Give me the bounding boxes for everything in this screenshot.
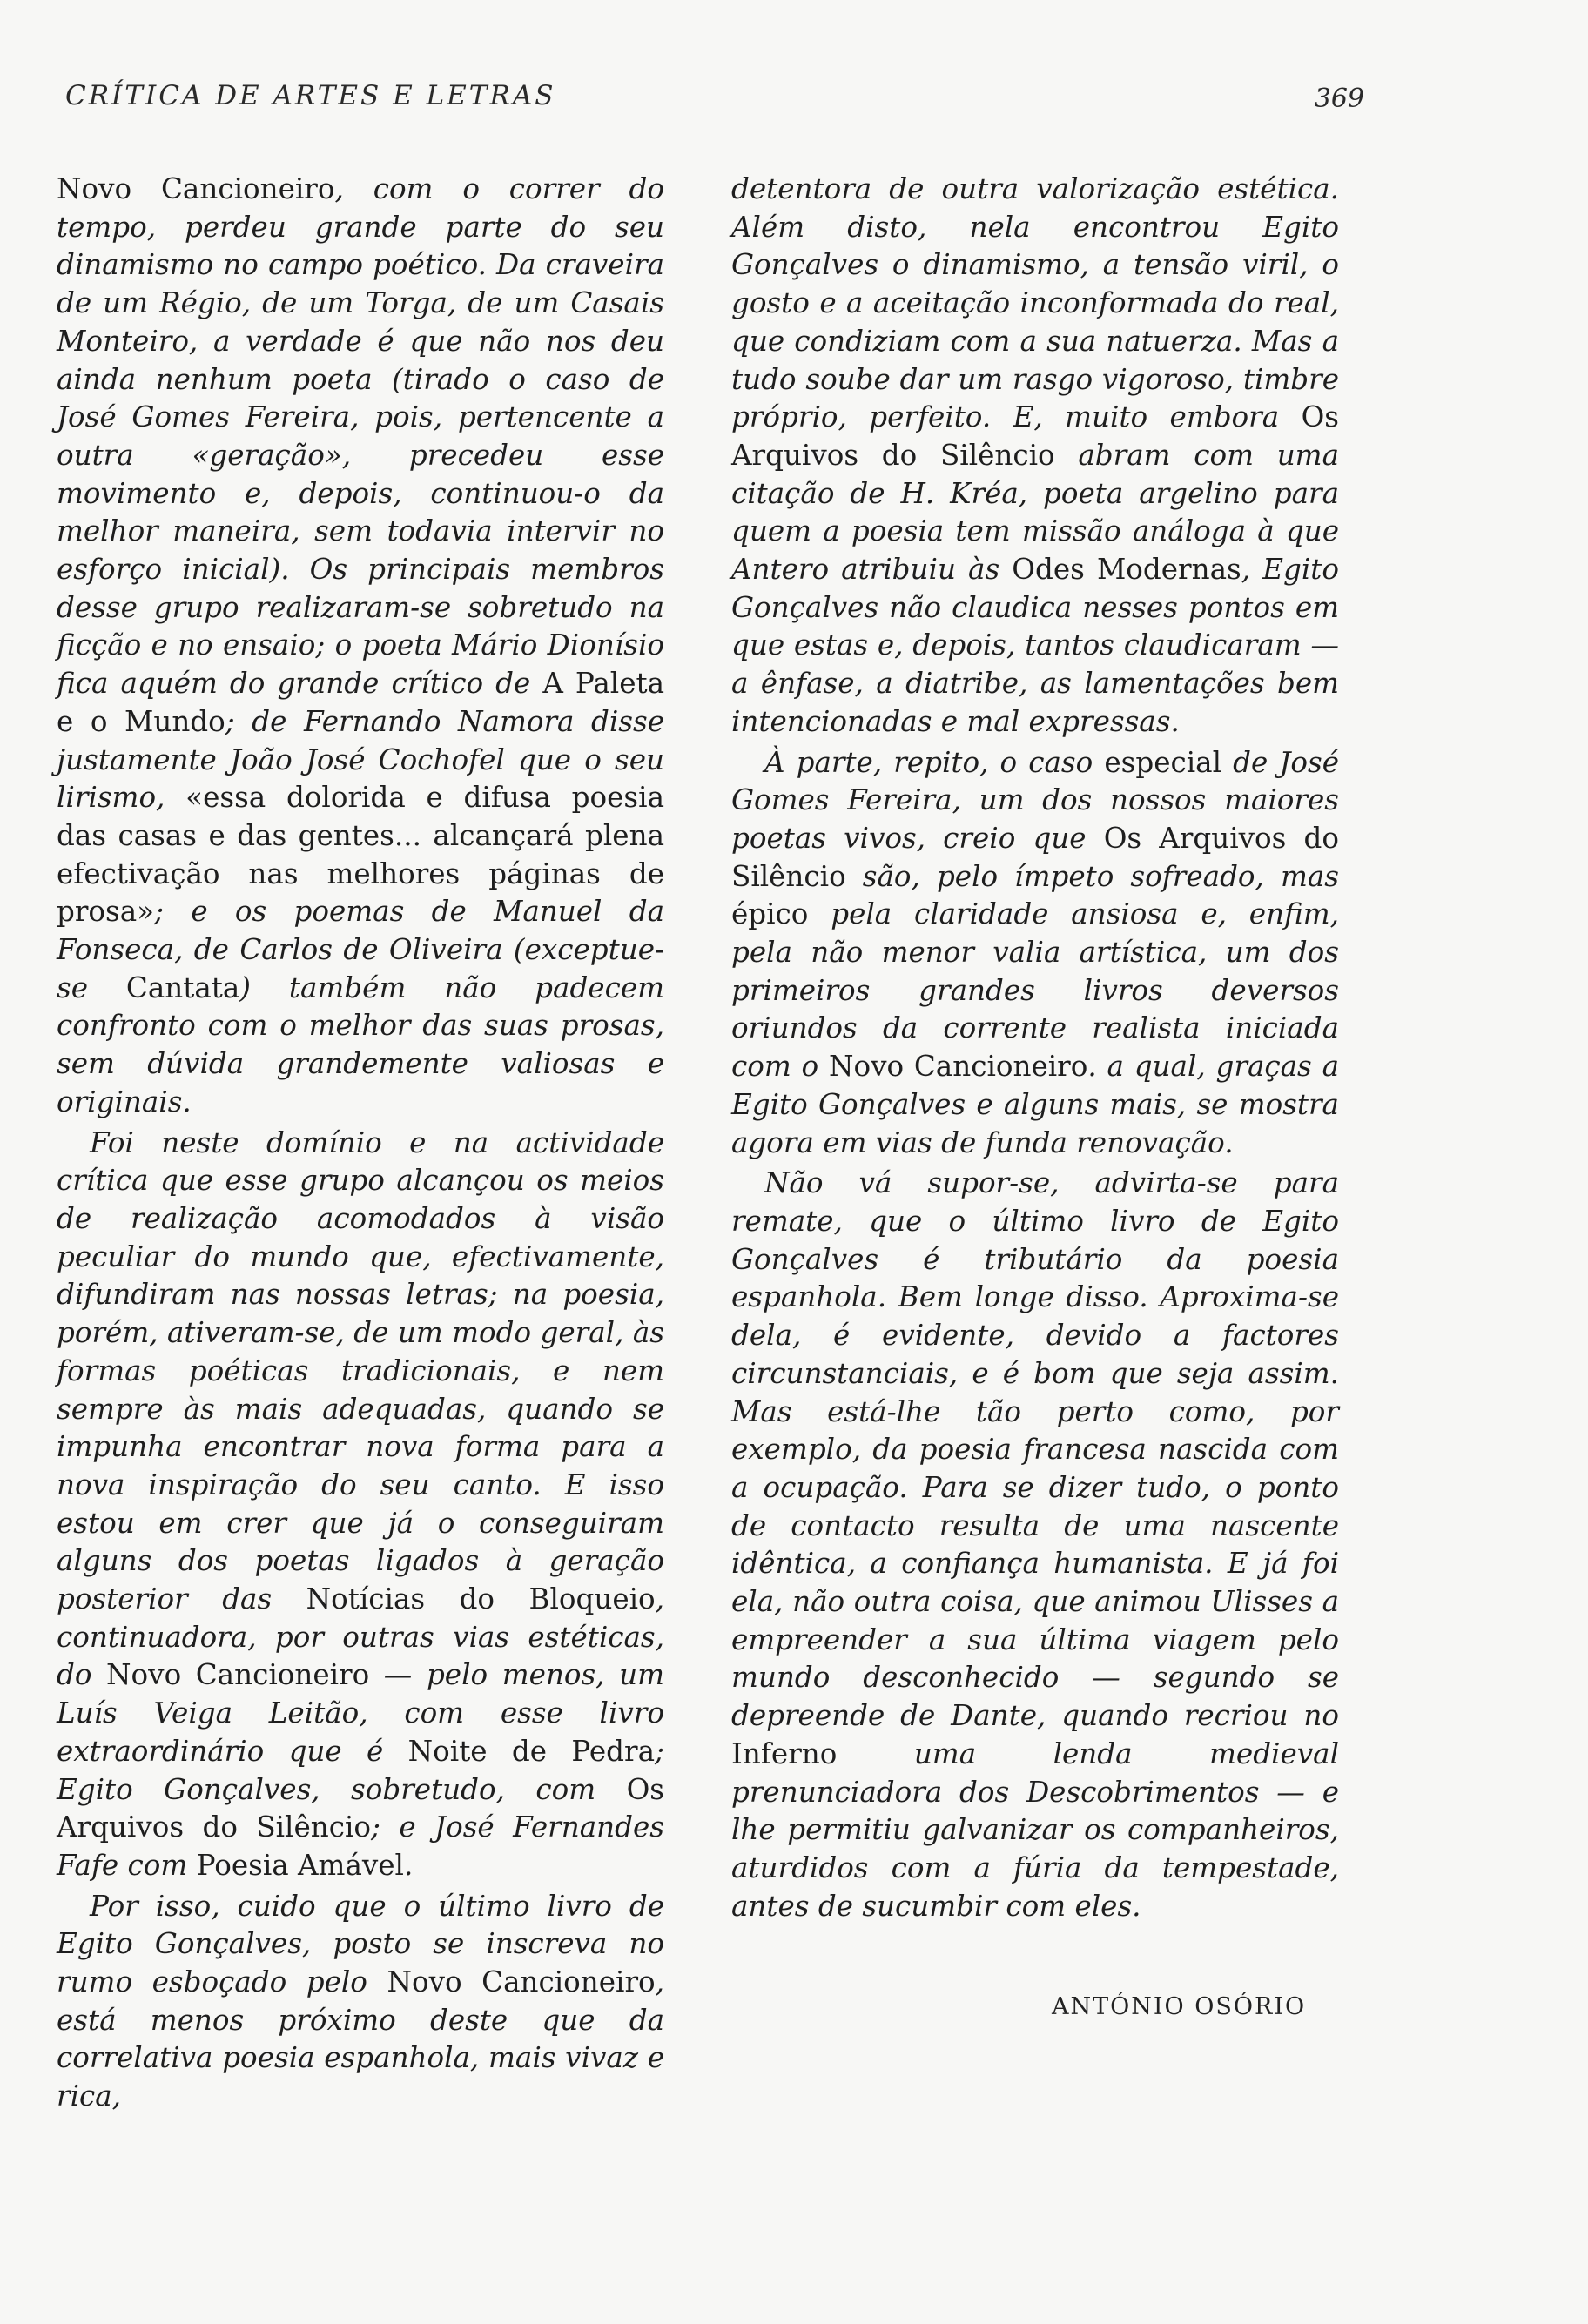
author-signature: ANTÓNIO OSÓRIO xyxy=(1052,1993,1307,2020)
paragraph xyxy=(731,744,1339,1163)
roman-run: Novo Cancioneiro xyxy=(387,1965,656,1999)
italic-run: À parte, repito, o caso xyxy=(764,745,1105,779)
paragraph xyxy=(731,1165,1339,1925)
roman-run: Odes Modernas xyxy=(1012,553,1241,587)
roman-run: Novo Cancioneiro xyxy=(57,172,335,205)
italic-run: pela claridade ansiosa e, enfim, pela não menor valia artística, um dos primeiros grandes livros deversos oriundos da corrente realista iniciada com o xyxy=(731,897,1339,1084)
italic-run: ; Egito Gonçalves, sobretudo, com xyxy=(57,1734,664,1806)
italic-run: — pelo menos, um Luís Veiga Leitão, com esse livro extraordinário que é xyxy=(57,1658,664,1768)
roman-run: épico xyxy=(731,897,809,931)
italic-run: ; e José Fernandes Fafe com xyxy=(57,1810,664,1882)
roman-run: Cantata xyxy=(125,971,240,1004)
italic-run: de José Gomes Fereira, um dos nossos maiores poetas vivos, creio que xyxy=(731,745,1339,855)
italic-run: são, pelo ímpeto sofreado, mas xyxy=(845,859,1339,893)
roman-run: especial xyxy=(1104,745,1221,779)
italic-run: Por isso, cuido que o último livro de Egito Gonçalves, posto se inscreva no rumo esboçado pelo xyxy=(57,1889,664,1999)
italic-run: , está menos próximo deste que da correlativa poesia espanhola, mais vivaz e rica, xyxy=(57,1965,664,2113)
italic-run: Não vá supor-se, advirta-se para remate, que o último livro de Egito Gonçalves é tributário da poesia espanhola. Bem longe disso. Aproxima-se dela, é evidente, devido a factores circunstanciais, e é bom que seja assim. Mas está-lhe tão perto como, por exemplo, da poesia francesa nascida com a ocupação. Para se dizer tudo, o ponto de contacto resulta de uma nascente idêntica, a confiança humanista. E já foi ela, não outra coisa, que animou Ulisses a empreender a sua última viagem pelo mundo desconhecido — segundo se depreende de Dante, quando recriou no xyxy=(731,1166,1339,1733)
italic-run: . xyxy=(403,1848,414,1882)
roman-run: Os Arquivos do Silêncio xyxy=(731,400,1339,472)
italic-run: detentora de outra valorização estética. Além disto, nela encontrou Egito Gonçalves o dinamismo, a tensão viril, o gosto e a aceitação inconformada do real, que condiziam com a sua natuerza. Mas a tudo soube dar um rasgo vigoroso, timbre próprio, perfeito. E, muito embora xyxy=(731,172,1339,434)
running-head: CRÍTICA DE ARTES E LETRAS xyxy=(65,80,556,111)
paragraph xyxy=(57,1125,664,1885)
italic-run: uma lenda medieval prenunciadora dos Descobrimentos — e lhe permitiu galvanizar os companheiros, aturdidos com a fúria da tempestade, antes de sucumbir com eles. xyxy=(731,1736,1339,1923)
italic-run: . a qual, graças a Egito Gonçalves e alguns mais, se mostra agora em vias de funda renovação. xyxy=(731,1050,1339,1159)
right-column xyxy=(731,171,1339,1925)
italic-run: ; e os poemas de Manuel da Fonseca, de Carlos de Oliveira (exceptue-se xyxy=(57,895,664,1004)
roman-run: Notícias do Bloqueio xyxy=(306,1582,656,1616)
paragraph xyxy=(57,1888,664,2116)
italic-run: , continuadora, por outras vias estéticas, do xyxy=(57,1582,664,1692)
roman-run: Os Arquivos do Silêncio xyxy=(731,821,1339,893)
page-number: 369 xyxy=(1314,84,1364,114)
italic-run: Foi neste domínio e na actividade crítica que esse grupo alcançou os meios de realização acomodados à visão peculiar do mundo que, efectivamente, difundiram nas nossas letras; na poesia, porém, ativeram-se, de um modo geral, às formas poéticas tradicionais, e nem sempre às mais adequadas, quando se impunha encontrar nova forma para a nova inspiração do seu canto. E isso estou em crer que já o conseguiram alguns dos poetas ligados à geração posterior das xyxy=(57,1125,664,1616)
roman-run: Noite de Pedra xyxy=(407,1734,656,1768)
italic-run: abram com uma citação de H. Kréa, poeta argelino para quem a poesia tem missão análoga à que Antero atribuiu às xyxy=(731,438,1340,587)
roman-run: A Paleta e o Mundo xyxy=(57,667,664,738)
roman-run: Poesia Amável xyxy=(196,1848,404,1882)
italic-run: , com o correr do tempo, perdeu grande parte do seu dinamismo no campo poético. Da craveira de um Régio, de um Torga, de um Casais Monteiro, a verdade é que não nos deu ainda nenhum poeta (tirado o caso de José Gomes Fereira, pois, pertencente a outra «geração», precedeu esse movimento e, depois, continuou-o da melhor maneira, sem todavia intervir no esforço inicial). Os principais membros desse grupo realizaram-se sobretudo na ficção e no ensaio; o poeta Mário Dionísio fica aquém do grande crítico de xyxy=(57,172,664,701)
roman-run: «essa dolorida e difusa poesia das casas e das gentes... alcançará plena efectivação nas melhores páginas de prosa» xyxy=(57,781,664,929)
roman-run: Os Arquivos do Silêncio xyxy=(57,1772,664,1844)
roman-run: Inferno xyxy=(731,1736,838,1770)
paragraph xyxy=(57,171,664,1122)
roman-run: Novo Cancioneiro xyxy=(828,1050,1088,1084)
left-column xyxy=(57,171,664,2116)
italic-run: , Egito Gonçalves não claudica nesses pontos em que estas e, depois, tantos claudicaram — a ênfase, a diatribe, as lamentações bem intencionadas e mal expressas. xyxy=(731,553,1339,738)
italic-run: ) também não padecem confronto com o melhor das suas prosas, sem dúvida grandemente valiosas e originais. xyxy=(57,971,664,1118)
italic-run: ; de Fernando Namora disse justamente João José Cochofel que o seu lirismo, xyxy=(57,704,664,815)
paragraph xyxy=(731,171,1339,742)
roman-run: Novo Cancioneiro xyxy=(106,1658,370,1692)
